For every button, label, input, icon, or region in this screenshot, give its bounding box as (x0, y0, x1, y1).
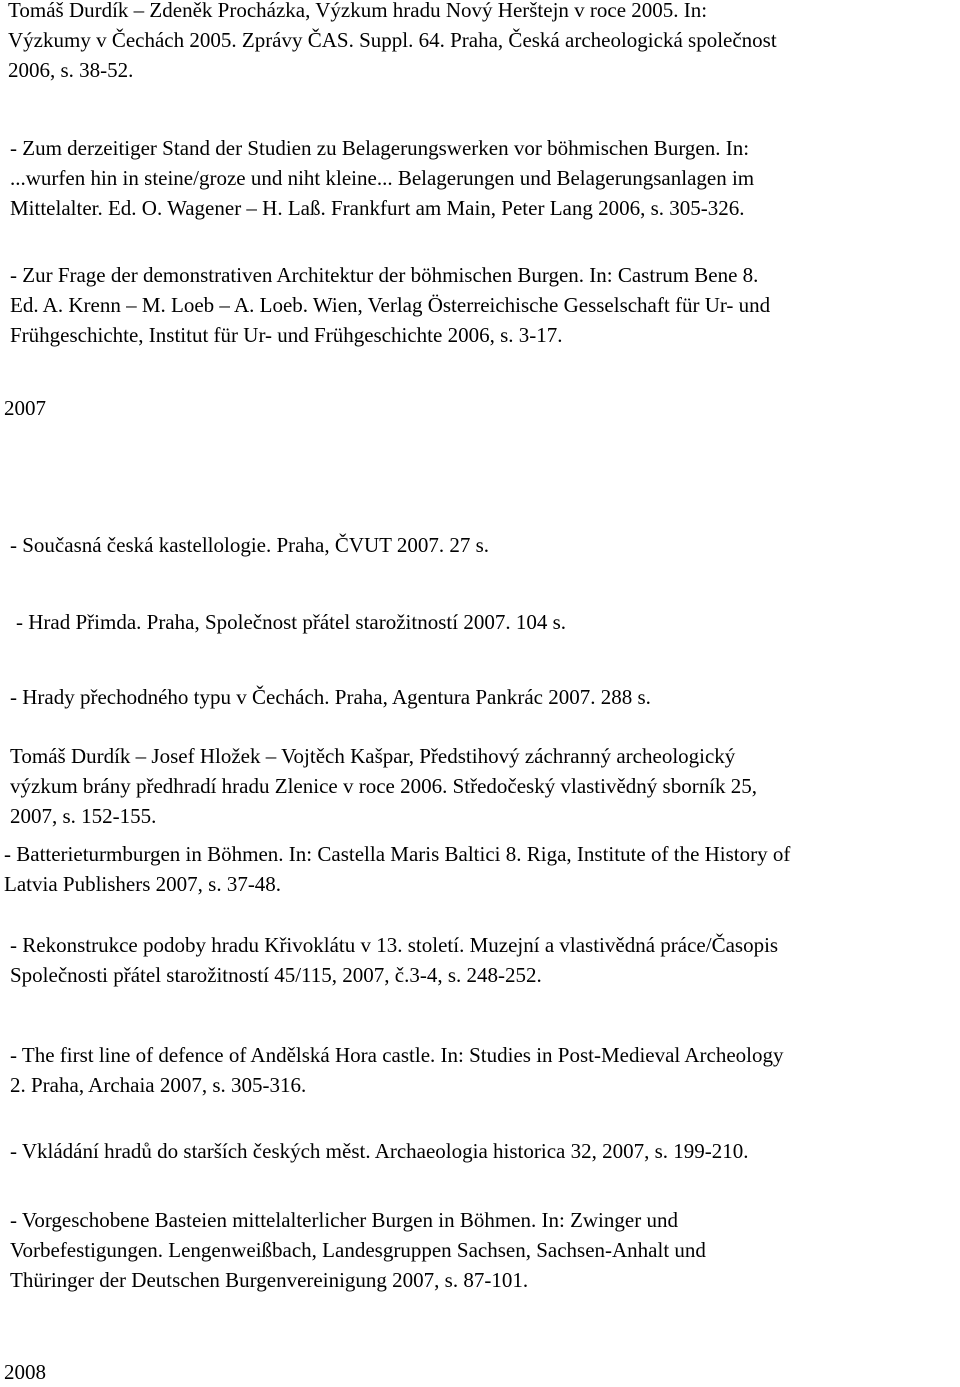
bibliography-entry (10, 682, 651, 712)
entry-line: Thüringer der Deutschen Burgenvereinigung 2007, s. 87-101. (10, 1268, 529, 1292)
entry-line: - Hrad Přimda. Praha, Společnost přátel starožitností 2007. 104 s. (16, 610, 566, 634)
entry-line: - Zum derzeitiger Stand der Studien zu Belagerungswerken vor böhmischen Burgen. In: (10, 136, 750, 160)
entry-line: Latvia Publishers 2007, s. 37-48. (4, 872, 282, 896)
entry-line: - Hrady přechodného typu v Čechách. Praha, Agentura Pankrác 2007. 288 s. (10, 685, 651, 709)
entry-line: 2. Praha, Archaia 2007, s. 305-316. (10, 1073, 307, 1097)
entry-line: Výzkumy v Čechách 2005. Zprávy ČAS. Suppl. 64. Praha, Česká archeologická společnost (8, 28, 777, 52)
bibliography-entry (10, 530, 489, 560)
entry-line: - Rekonstrukce podoby hradu Křivoklátu v 13. století. Muzejní a vlastivědná práce/Časopis (10, 933, 779, 957)
entry-line: - Vorgeschobene Basteien mittelalterlicher Burgen in Böhmen. In: Zwinger und (10, 1208, 678, 1232)
bibliography-entry (10, 741, 757, 831)
bibliography-entry (10, 930, 778, 990)
entry-line: Ed. A. Krenn – M. Loeb – A. Loeb. Wien, Verlag Österreichische Gesselschaft für Ur- und (10, 293, 771, 317)
entry-line: Tomáš Durdík – Zdeněk Procházka, Výzkum hradu Nový Herštejn v roce 2005. In: (8, 0, 708, 22)
entry-line: Vorbefestigungen. Lengenweißbach, Landesgruppen Sachsen, Sachsen-Anhalt und (10, 1238, 706, 1262)
bibliography-entry (10, 1136, 749, 1166)
year-heading: 2007 (4, 396, 46, 420)
entry-line: - Současná česká kastellologie. Praha, ČVUT 2007. 27 s. (10, 533, 490, 557)
year-heading: 2008 (4, 1360, 46, 1384)
entry-line: Tomáš Durdík – Josef Hložek – Vojtěch Kašpar, Předstihový záchranný archeologický (10, 744, 736, 768)
bibliography-entry (10, 1205, 706, 1295)
entry-line: 2007, s. 152-155. (10, 804, 157, 828)
bibliography-entry (10, 1040, 784, 1100)
bibliography-entry (10, 260, 770, 350)
entry-line: ...wurfen hin in steine/groze und niht kleine... Belagerungen und Belagerungsanlagen im (10, 166, 755, 190)
bibliography-entry (8, 0, 777, 85)
entry-line: Mittelalter. Ed. O. Wagener – H. Laß. Frankfurt am Main, Peter Lang 2006, s. 305-326. (10, 196, 745, 220)
entry-line: výzkum brány předhradí hradu Zlenice v roce 2006. Středočeský vlastivědný sborník 25, (10, 774, 758, 798)
entry-line: 2006, s. 38-52. (8, 58, 134, 82)
entry-line: - Zur Frage der demonstrativen Architektur der böhmischen Burgen. In: Castrum Bene 8. (10, 263, 759, 287)
bibliography-entry (16, 607, 566, 637)
bibliography-entry (4, 839, 790, 899)
entry-line: - The first line of defence of Andělská Hora castle. In: Studies in Post-Medieval Archeology (10, 1043, 784, 1067)
bibliography-entry (10, 133, 754, 223)
entry-line: - Vkládání hradů do starších českých měst. Archaeologia historica 32, 2007, s. 199-210. (10, 1139, 749, 1163)
entry-line: Frühgeschichte, Institut für Ur- und Frühgeschichte 2006, s. 3-17. (10, 323, 563, 347)
entry-line: - Batterieturmburgen in Böhmen. In: Castella Maris Baltici 8. Riga, Institute of the History of (4, 842, 791, 866)
entry-line: Společnosti přátel starožitností 45/115, 2007, č.3-4, s. 248-252. (10, 963, 542, 987)
